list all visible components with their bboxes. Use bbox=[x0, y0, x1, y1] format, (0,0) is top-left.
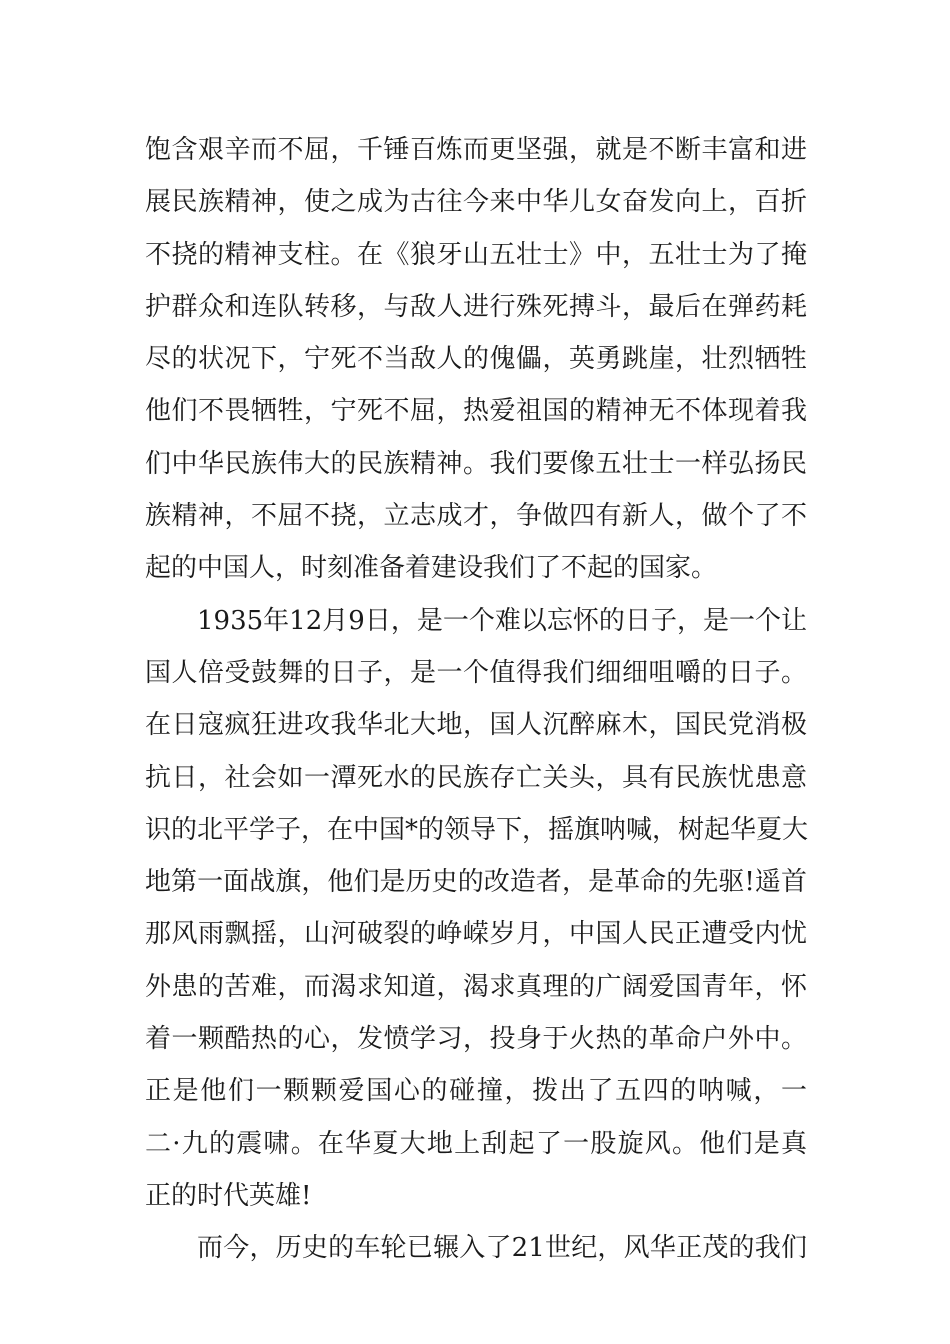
text-line: 尽的状况下，宁死不当敌人的傀儡，英勇跳崖，壮烈牺牲 bbox=[145, 344, 807, 375]
text-line: 抗日，社会如一潭死水的民族存亡关头，具有民族忧患意 bbox=[145, 762, 807, 793]
paragraph-first-line: 而今，历史的车轮已辗入了21世纪，风华正茂的我们 bbox=[197, 1233, 807, 1264]
body-text bbox=[145, 124, 807, 1275]
text-line: 不挠的精神支柱。在《狼牙山五壮士》中，五壮士为了掩 bbox=[145, 239, 807, 270]
text-line: 正是他们一颗颗爱国心的碰撞，拨出了五四的呐喊，一 bbox=[145, 1076, 807, 1107]
text-line: 正的时代英雄! bbox=[145, 1180, 312, 1211]
text-line: 在日寇疯狂进攻我华北大地，国人沉醉麻木，国民党消极 bbox=[145, 710, 807, 741]
text-line: 那风雨飘摇，山河破裂的峥嵘岁月，中国人民正遭受内忧 bbox=[145, 919, 807, 950]
text-line: 起的中国人，时刻准备着建设我们了不起的国家。 bbox=[145, 553, 718, 584]
text-line: 二·九的震啸。在华夏大地上刮起了一股旋风。他们是真 bbox=[145, 1128, 807, 1159]
paragraph-first-line: 1935年12月9日，是一个难以忘怀的日子，是一个让 bbox=[197, 605, 807, 636]
text-line: 们中华民族伟大的民族精神。我们要像五壮士一样弘扬民 bbox=[145, 448, 807, 479]
text-line: 国人倍受鼓舞的日子，是一个值得我们细细咀嚼的日子。 bbox=[145, 657, 807, 688]
text-line: 族精神，不屈不挠，立志成才，争做四有新人，做个了不 bbox=[145, 501, 807, 532]
text-line: 地第一面战旗，他们是历史的改造者，是革命的先驱!遥首 bbox=[145, 867, 807, 898]
text-line: 他们不畏牺牲，宁死不屈，热爱祖国的精神无不体现着我 bbox=[145, 396, 807, 427]
text-line: 展民族精神，使之成为古往今来中华儿女奋发向上，百折 bbox=[145, 187, 807, 218]
text-line: 护群众和连队转移，与敌人进行殊死搏斗，最后在弹药耗 bbox=[145, 291, 807, 322]
text-line: 识的北平学子，在中国*的领导下，摇旗呐喊，树起华夏大 bbox=[145, 814, 809, 845]
text-line: 着一颗酷热的心，发愤学习，投身于火热的革命户外中。 bbox=[145, 1024, 807, 1055]
text-line: 外患的苦难，而渴求知道，渴求真理的广阔爱国青年，怀 bbox=[145, 971, 807, 1002]
text-line: 饱含艰辛而不屈，千锤百炼而更坚强，就是不断丰富和进 bbox=[145, 135, 807, 165]
